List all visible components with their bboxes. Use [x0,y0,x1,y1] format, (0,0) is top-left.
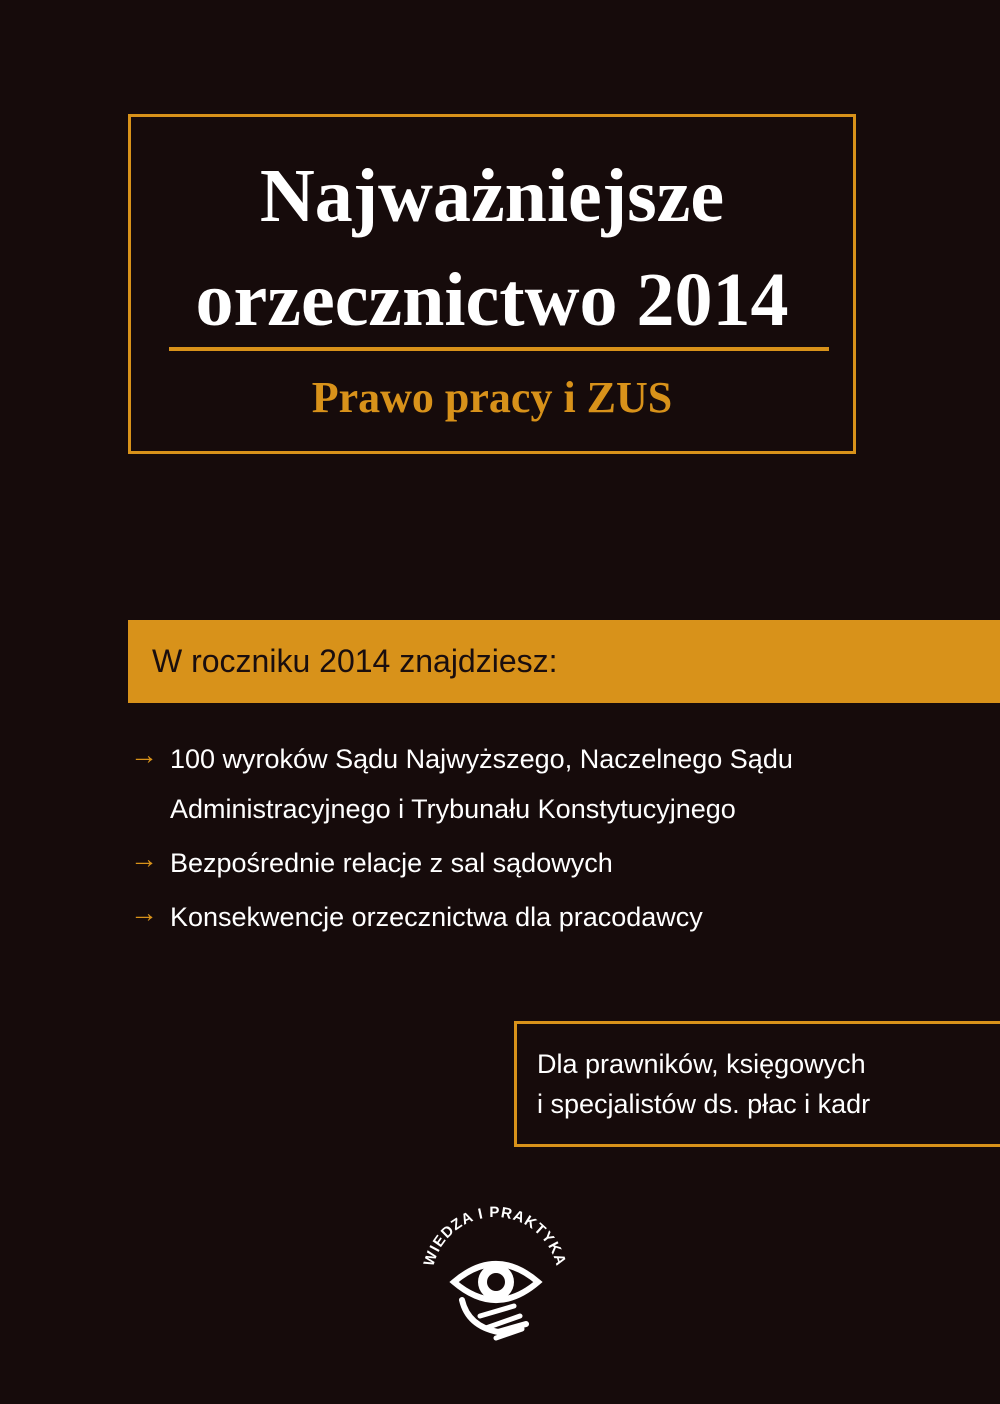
logo-text: WIEDZA I PRAKTYKA [420,1203,570,1269]
contents-banner [128,620,1000,703]
feature-list [130,738,830,950]
list-item-text: Konsekwencje orzecznictwa dla pracodawcy [170,902,703,932]
banner-text: W roczniku 2014 znajdziesz: [152,643,558,679]
list-item [130,892,830,942]
list-item-text: 100 wyroków Sądu Najwyższego, Naczelnego Sądu Administracyjnego i Trybunału Konstytucyjnego [170,744,793,824]
list-item [130,838,830,888]
title-frame [128,114,856,454]
eye-hand-logo [410,1188,580,1358]
audience-text: Dla prawników, księgowych i specjalistów ds. płac i kadr [537,1049,871,1119]
subtitle: Prawo pracy i ZUS [311,373,673,422]
arrow-right-icon: → [130,739,158,770]
audience-frame [514,1021,1000,1147]
title-divider [169,347,829,351]
list-item-text: Bezpośrednie relacje z sal sądowych [170,848,613,878]
title-line-2: orzecznictwo 2014 [195,258,789,342]
title-line-1: Najważniejsze [259,154,725,238]
list-item [130,734,830,834]
arrow-right-icon: → [130,897,158,928]
arrow-right-icon: → [130,843,158,874]
svg-text:WIEDZA I PRAKTYKA [421,1204,570,1268]
publisher-logo [410,1188,580,1358]
